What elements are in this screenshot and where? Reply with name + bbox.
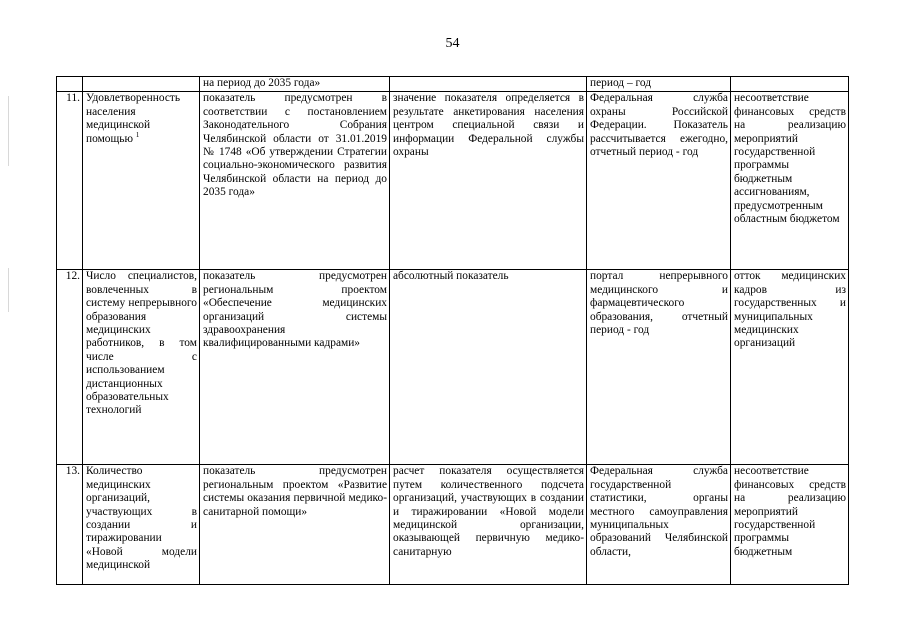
cell-number: 13.	[57, 465, 83, 585]
method-text: расчет показателя осуществляется путем количественного подсчета организаций, участвующих в создании и тиражировании «Новой модели медицинской организации, оказывающей первичную медико-санитарную	[393, 465, 584, 558]
cell-indicator-name	[83, 92, 200, 270]
cell-source: период – год	[587, 77, 731, 92]
page-number: 54	[445, 36, 460, 51]
indicators-table	[56, 76, 849, 585]
table-row	[57, 270, 849, 465]
cell-basis: на период до 2035 года»	[200, 77, 390, 92]
risks-text: несоответствие финансовых средств на реализацию мероприятий государственной программы бюджетным	[734, 465, 846, 558]
table-row	[57, 465, 849, 585]
scan-edge-mark	[8, 96, 9, 166]
scan-edge-mark	[8, 268, 9, 312]
cell-risks: отток медицинских кадров из государственных и муниципальных медицинских организаций	[731, 270, 849, 465]
cell-method: абсолютный показатель	[390, 270, 587, 465]
cell-indicator-name	[83, 465, 200, 585]
cell-indicator-name	[83, 77, 200, 92]
cell-number: 11.	[57, 92, 83, 270]
cell-risks: несоответствие финансовых средств на реализацию мероприятий государственной программы бюджетным ассигнованиям, предусмотренным областным бюджетом	[731, 92, 849, 270]
cell-number: 12.	[57, 270, 83, 465]
cell-indicator-name: Число специалистов, вовлеченных в систему непрерывного образования медицинских работников, в том числе с использованием дистанционных образовательных технологий	[83, 270, 200, 465]
basis-text: показатель предусмотрен региональным проектом «Развитие системы оказания первичной медико-санитарной помощи»	[203, 465, 387, 518]
cell-basis: показатель предусмотрен в соответствии с постановлением Законодательного Собрания Челябинской области от 31.01.2019 № 1748 «Об утверждении Стратегии социально-экономического развития Челябинской области на период до 2035 года»	[200, 92, 390, 270]
table-row-continuation	[57, 77, 849, 92]
indicator-name-text: Удовлетворенность населения медицинской помощью	[86, 92, 181, 145]
cell-basis: показатель предусмотрен региональным проектом «Обеспечение медицинских организаций системы здравоохранения квалифицированными кадрами»	[200, 270, 390, 465]
cell-risks	[731, 77, 849, 92]
cell-method	[390, 465, 587, 585]
cell-source: портал непрерывного медицинского и фармацевтического образования, отчетный период - год	[587, 270, 731, 465]
source-text: Федеральная служба государственной статистики, органы местного самоуправления муниципальных образований Челябинской области,	[590, 465, 728, 558]
indicator-name-text: Количество медицинских организаций, участвующих в создании и тиражировании «Новой модели медицинской	[86, 465, 197, 572]
table-row	[57, 92, 849, 270]
cell-basis	[200, 465, 390, 585]
cell-source: Федеральная служба охраны Российской Федерации. Показатель рассчитывается ежегодно, отчетный период - год	[587, 92, 731, 270]
cell-source	[587, 465, 731, 585]
cell-risks	[731, 465, 849, 585]
cell-number	[57, 77, 83, 92]
cell-method	[390, 77, 587, 92]
cell-method: значение показателя определяется в результате анкетирования населения центром специальной связи и информации Федеральной службы охраны	[390, 92, 587, 270]
footnote-marker: 1	[135, 130, 140, 139]
